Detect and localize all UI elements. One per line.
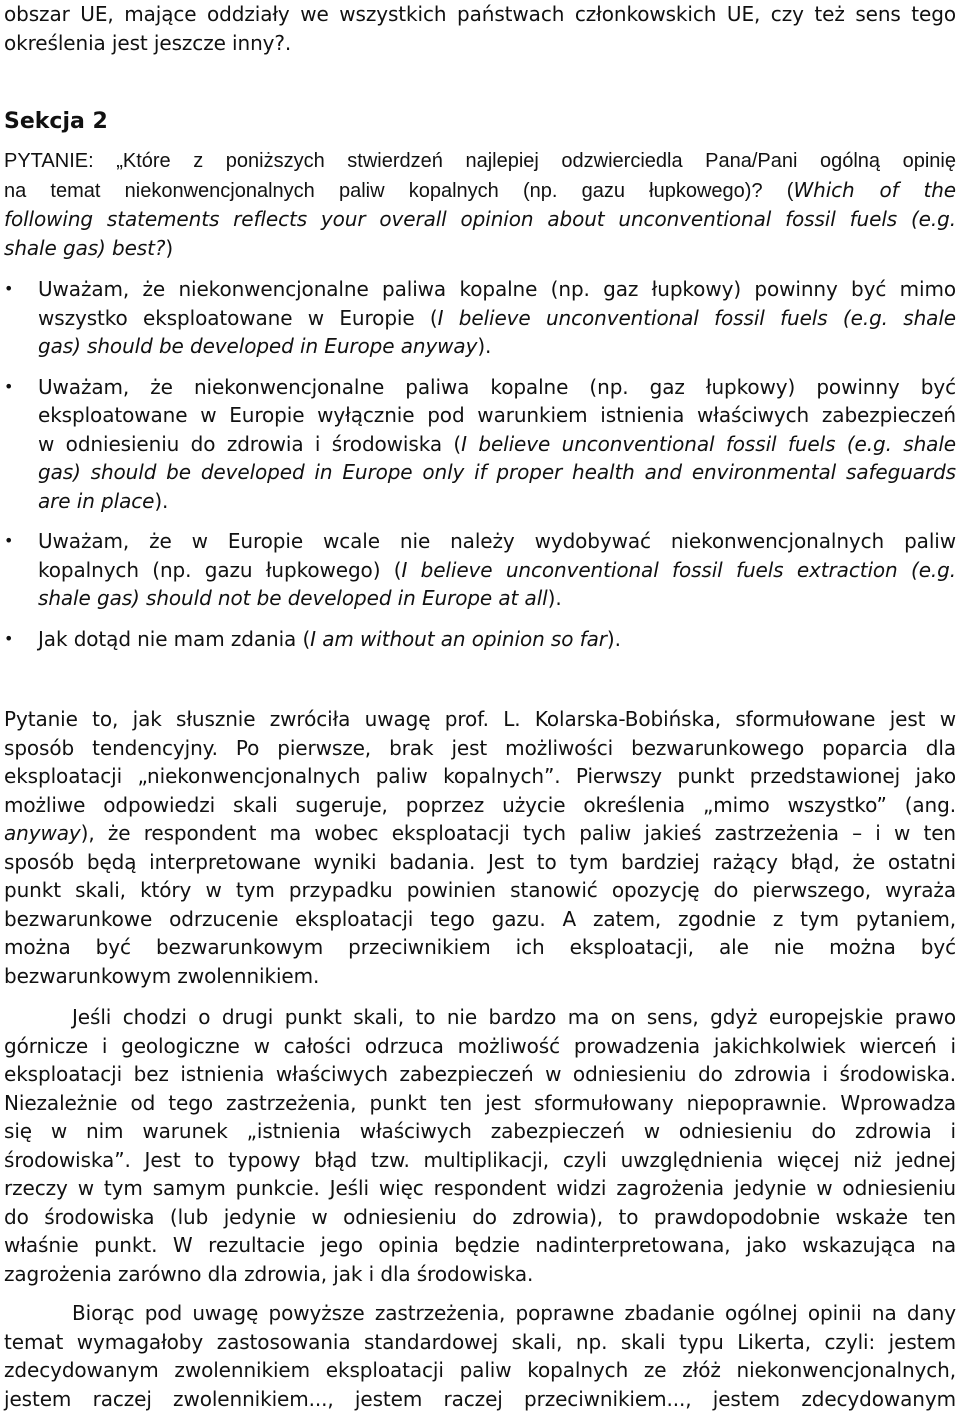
option-3-line-1: Uważam, że w Europie wcale nie należy wydobywać niekonwencjonalnych paliw [38, 527, 956, 556]
paragraph-line: sposób będą interpretowane wyniki badania. Jest to tym bardziej rażący błąd, że ostatni [4, 848, 956, 877]
option-3-line-3-plain: ). [548, 586, 562, 610]
answer-options-list [4, 275, 956, 653]
option-1-line-2-italic: I believe unconventional fossil fuels (e.g. shale [438, 306, 956, 330]
paragraph-line: eksploatacji bez istnienia właściwych zabezpieczeń w odniesieniu do zdrowia i środowiska. [4, 1060, 956, 1089]
paragraph-line: górnicze i geologiczne w całości odrzuca możliwość prowadzenia jakichkolwiek wierceń i [4, 1032, 956, 1061]
option-4-line-1-plain: Jak dotąd nie mam zdania ( [38, 627, 310, 651]
survey-question [4, 147, 956, 262]
paragraph-1 [4, 705, 956, 990]
paragraph-line: Niezależnie od tego zastrzeżenia, punkt ten jest sformułowany niepoprawnie. Wprowadza [4, 1089, 956, 1118]
option-1-line-2-plain: wszystko eksploatowane w Europie ( [38, 306, 438, 330]
intro-line-2: określenia jest jeszcze inny?. [4, 29, 956, 58]
paragraph-line: Jeśli chodzi o drugi punkt skali, to nie bardzo ma on sens, gdyż europejskie prawo [4, 1003, 956, 1032]
question-line-2-plain: na temat niekonwencjonalnych paliw kopalnych (np. gazu łupkowego)? ( [4, 180, 793, 202]
paragraph-line: bezwarunkowe odrzucenie eksploatacji tego gazu. A zatem, zgodnie z tym pytaniem, [4, 905, 956, 934]
option-3-line-3-italic: shale gas) should not be developed in Europe at all [38, 586, 548, 610]
paragraph-line: punkt skali, który w tym przypadku powinien stanowić opozycję do pierwszego, wyraża [4, 876, 956, 905]
paragraph-2 [4, 1003, 956, 1288]
paragraph-3 [4, 1299, 956, 1413]
paragraph-line: można być bezwarunkowym przeciwnikiem ich eksploatacji, ale nie można być [4, 933, 956, 962]
option-3-line-2 [38, 556, 956, 585]
paragraph-line: właśnie punkt. W rezultacie jego opinia będzie nadinterpretowana, jako wskazująca na [4, 1231, 956, 1260]
paragraph-line: bezwarunkowym zwolennikiem. [4, 962, 956, 991]
paragraph-line: środowiska”. Jest to typowy błąd tzw. multiplikacji, czyli uwzględnienia więcej niż jednej [4, 1146, 956, 1175]
paragraph-line: Biorąc pod uwagę powyższe zastrzeżenia, poprawne zbadanie ogólnej opinii na dany [4, 1299, 956, 1328]
option-1-line-3-italic: gas) should be developed in Europe anyway [38, 334, 477, 358]
bullet-icon: • [4, 373, 38, 402]
option-2-line-5 [38, 487, 956, 516]
option-2-line-5-plain: ). [154, 489, 168, 513]
paragraph-line: do środowiska (lub jedynie w odniesieniu do zdrowia), to prawdopodobnie wskaże ten [4, 1203, 956, 1232]
question-line-1: PYTANIE: „Które z poniższych stwierdzeń najlepiej odzwierciedla Pana/Pani ogólną opinię [4, 147, 956, 176]
paragraph-line [4, 819, 956, 848]
paragraph-line: zdecydowanym zwolennikiem eksploatacji paliw kopalnych ze złóż niekonwencjonalnych, [4, 1356, 956, 1385]
paragraph-line: się w nim warunek „istnienia właściwych zabezpieczeń w odniesieniu do zdrowia i [4, 1117, 956, 1146]
bullet-icon: • [4, 275, 38, 304]
bullet-icon: • [4, 527, 38, 556]
option-4-line-1 [38, 625, 956, 654]
option-2-line-4: gas) should be developed in Europe only if proper health and environmental safeguards [38, 458, 956, 487]
question-line-4-italic: shale gas) best? [4, 236, 165, 260]
answer-option-1 [4, 275, 956, 361]
question-line-4 [4, 234, 956, 263]
answer-option-2 [4, 373, 956, 516]
paragraph-line: Pytanie to, jak słusznie zwróciła uwagę prof. L. Kolarska-Bobińska, sformułowane jest w [4, 705, 956, 734]
question-line-4-plain: ) [165, 236, 173, 260]
paragraph-line: rzeczy w tym samym punkcie. Jeśli więc respondent widzi zagrożenia jedynie w odniesieniu [4, 1174, 956, 1203]
option-3-line-2-italic: I believe unconventional fossil fuels extraction (e.g. [401, 558, 956, 582]
intro-text [4, 0, 956, 57]
option-2-line-1: Uważam, że niekonwencjonalne paliwa kopalne (np. gaz łupkowy) powinny być [38, 373, 956, 402]
option-4-line-1-italic: I am without an opinion so far [310, 627, 607, 651]
option-3-line-3 [38, 584, 956, 613]
paragraph-line: jestem raczej zwolennikiem..., jestem raczej przeciwnikiem..., jestem zdecydowanym [4, 1385, 956, 1413]
paragraph-line: eksploatacji „niekonwencjonalnych paliw kopalnych”. Pierwszy punkt przedstawionej jako [4, 762, 956, 791]
section-heading: Sekcja 2 [4, 107, 108, 137]
option-2-line-3 [38, 430, 956, 459]
paragraph-line: zagrożenia zarówno dla zdrowia, jak i dla środowiska. [4, 1260, 956, 1289]
option-2-line-2: eksploatowane w Europie wyłącznie pod warunkiem istnienia właściwych zabezpieczeń [38, 401, 956, 430]
intro-line-1: obszar UE, mające oddziały we wszystkich państwach członkowskich UE, czy też sens tego [4, 0, 956, 29]
option-1-line-1: Uważam, że niekonwencjonalne paliwa kopalne (np. gaz łupkowy) powinny być mimo [38, 275, 956, 304]
answer-option-4 [4, 625, 956, 654]
option-2-line-3-plain: w odniesieniu do zdrowia i środowiska ( [38, 432, 461, 456]
paragraph-line: możliwe odpowiedzi skali sugeruje, poprzez użycie określenia „mimo wszystko” (ang. [4, 791, 956, 820]
paragraph-line: sposób tendencyjny. Po pierwsze, brak jest możliwości bezwarunkowego poparcia dla [4, 734, 956, 763]
option-1-line-3-plain: ). [477, 334, 491, 358]
paragraph-line: temat wymagałoby zastosowania standardowej skali, np. skali typu Likerta, czyli: jestem [4, 1328, 956, 1357]
paragraph-line-italic: anyway [4, 821, 81, 845]
question-line-3: following statements reflects your overall opinion about unconventional fossil fuels (e.g. [4, 205, 956, 234]
question-line-2-italic: Which of the [793, 178, 956, 202]
option-2-line-3-italic: I believe unconventional fossil fuels (e.g. shale [461, 432, 956, 456]
bullet-icon: • [4, 625, 38, 654]
option-1-line-2 [38, 304, 956, 333]
option-4-line-1-plain-after: ). [607, 627, 621, 651]
question-line-2 [4, 176, 956, 206]
option-1-line-3 [38, 332, 956, 361]
option-2-line-5-italic: are in place [38, 489, 154, 513]
paragraph-line-plain: ), że respondent ma wobec eksploatacji tych paliw jakieś zastrzeżenia – i w ten [81, 821, 956, 845]
answer-option-3 [4, 527, 956, 613]
option-3-line-2-plain: kopalnych (np. gazu łupkowego) ( [38, 558, 401, 582]
